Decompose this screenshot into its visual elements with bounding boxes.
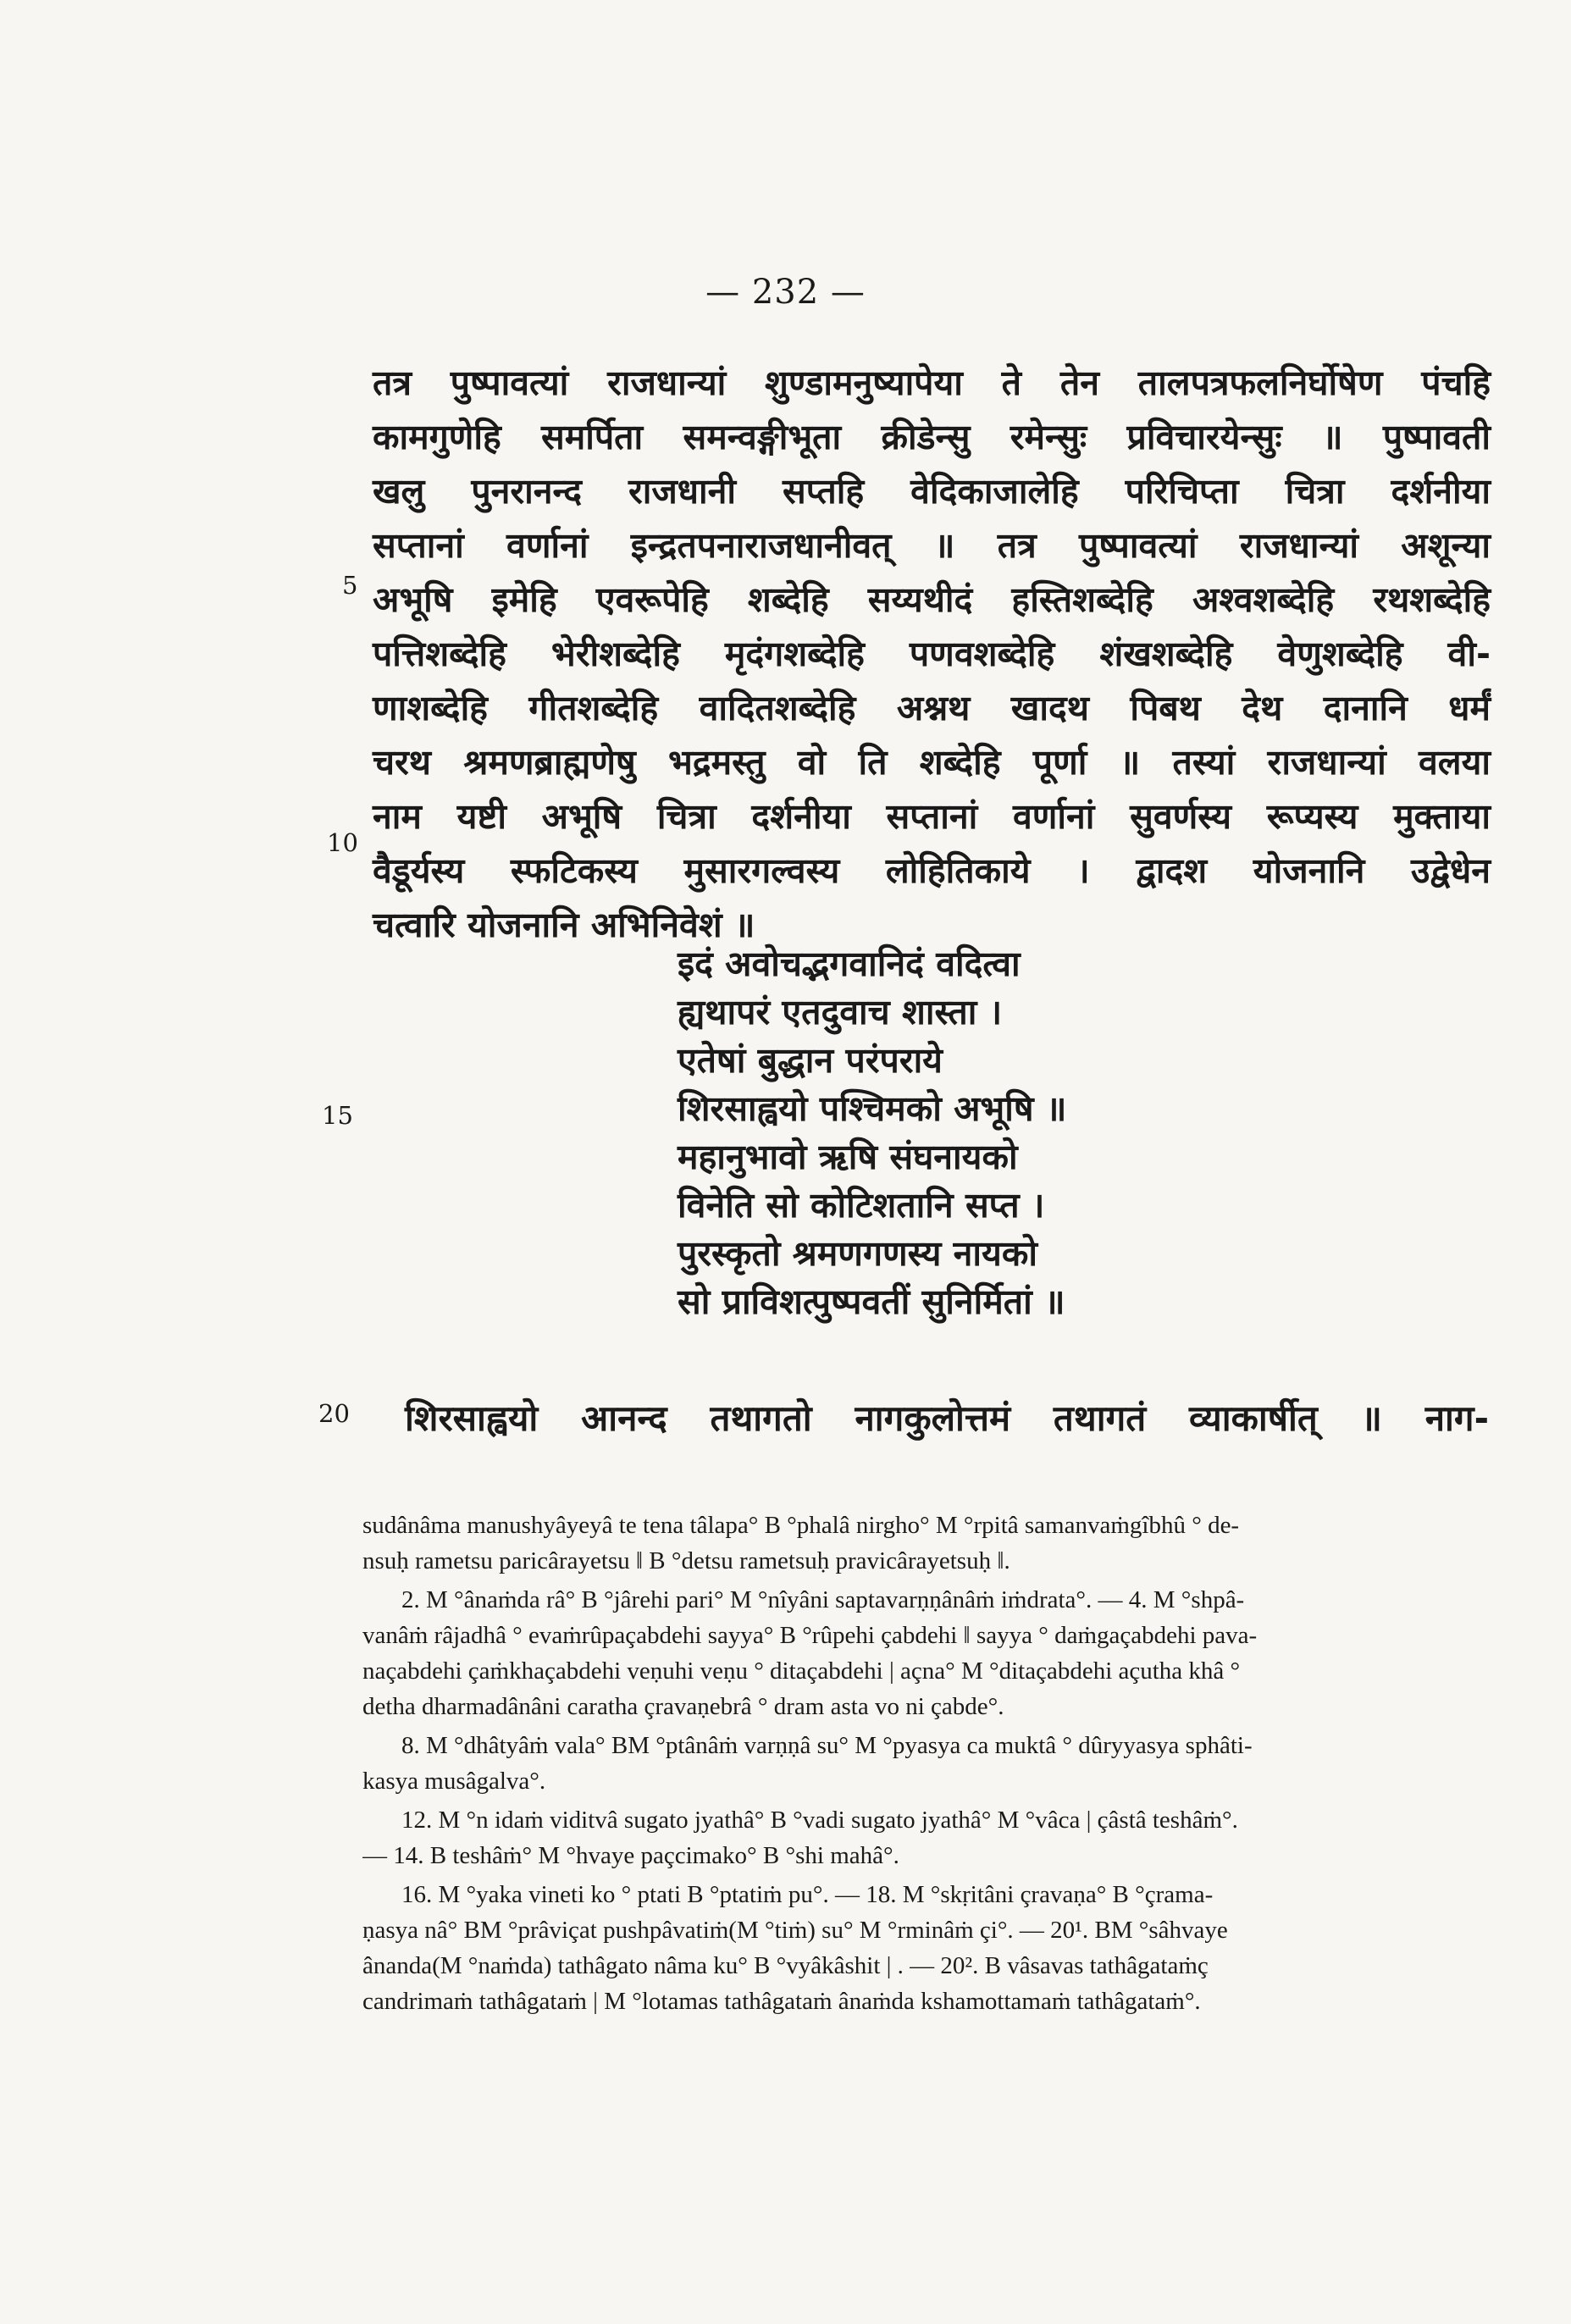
footnote-line: — 14. B teshâṁ° M °hvaye paçcimako° B °shi mahâ°.	[362, 1842, 899, 1869]
prose-line: अभूषि इमेहि एवरूपेहि शब्देहि सय्यथीदं हस्तिशब्देहि अश्वशब्देहि रथशब्देहि	[373, 579, 1491, 620]
prose-line: पत्तिशब्देहि भेरीशब्देहि मृदंगशब्देहि पणवशब्देहि शंखशब्देहि वेणुशब्देहि वी-	[373, 634, 1491, 674]
prose-line: चत्वारि योजनानि अभिनिवेशं ॥	[373, 905, 755, 945]
closing-prose-line: शिरसाह्वयो आनन्द तथागतो नागकुलोत्तमं तथागतं व्याकार्षीत् ॥ नाग-	[405, 1397, 1489, 1439]
footnote-line: nsuḥ rametsu paricârayetsu ‖ B °detsu rametsuḥ pravicârayetsuḥ ‖.	[362, 1547, 1010, 1574]
footnote-line: 8. M °dhâtyâṁ vala° BM °ptânâṁ varṇṇâ su° M °pyasya ca muktâ ° dûryyasya sphâti-	[401, 1732, 1253, 1759]
footnote-line: candrimaṁ tathâgataṁ | M °lotamas tathâgataṁ ânaṁda kshamottamaṁ tathâgataṁ°.	[362, 1988, 1201, 2015]
prose-line: नाम यष्टी अभूषि चित्रा दर्शनीया सप्तानां वर्णानां सुवर्णस्य रूप्यस्य मुक्ताया	[373, 796, 1491, 837]
line-number-15: 15	[322, 1101, 353, 1130]
verse-line: ह्यथापरं एतदुवाच शास्ता ।	[678, 992, 1003, 1032]
page-number: — 232 —	[705, 273, 866, 312]
verse-line: महानुभावो ऋषि संघनायको	[678, 1137, 1018, 1177]
footnote-line: 2. M °ânaṁda râ° B °jârehi pari° M °nîyâni saptavarṇṇânâṁ iṁdrata°. — 4. M °shpâ-	[401, 1586, 1245, 1613]
footnote-line: sudânâma manushyâyeyâ te tena tâlapa° B °phalâ nirgho° M °rpitâ samanvaṁgîbhû ° de-	[362, 1512, 1240, 1539]
prose-line: णाशब्देहि गीतशब्देहि वादितशब्देहि अश्नथ खादथ पिबथ देथ दानानि धर्मं	[373, 688, 1491, 728]
footnote	[362, 1877, 1463, 2019]
prose-paragraph	[373, 356, 1491, 952]
verse-line: सो प्राविशत्पुष्पवतीं सुनिर्मितां ॥	[678, 1281, 1065, 1322]
prose-line: सप्तानां वर्णानां इन्द्रतपनाराजधानीवत् ॥ तत्र पुष्पावत्यां राजधान्यां अशून्या	[373, 525, 1491, 566]
prose-line: चरथ श्रमणब्राह्मणेषु भद्रमस्तु वो ति शब्देहि पूर्णा ॥ तस्यां राजधान्यां वलया	[373, 742, 1491, 783]
line-number-5: 5	[342, 571, 358, 600]
footnote	[362, 1728, 1463, 1799]
footnote-line: 12. M °n idaṁ viditvâ sugato jyathâ° B °vadi sugato jyathâ° M °vâca | çâstâ teshâṁ°.	[401, 1807, 1238, 1834]
footnote-line: naçabdehi çaṁkhaçabdehi veṇuhi veṇu ° ditaçabdehi | açna° M °ditaçabdehi açutha khâ °	[362, 1657, 1241, 1685]
verse-line: एतेषां बुद्धान परंपराये	[678, 1040, 943, 1081]
footnote-line: 16. M °yaka vineti ko ° ptati B °ptatiṁ pu°. — 18. M °skṛitâni çravaṇa° B °çrama-	[401, 1881, 1214, 1908]
verse-line: इदं अवोचद्भगवानिदं वदित्वा	[678, 943, 1021, 984]
verse-block	[678, 940, 1270, 1326]
line-number-10: 10	[327, 828, 358, 857]
footnote	[362, 1802, 1463, 1873]
footnote-line: detha dharmadânâni caratha çravaṇebrâ ° dram asta vo ni çabde°.	[362, 1693, 1004, 1720]
footnote	[362, 1582, 1463, 1724]
prose-line: खलु पुनरानन्द राजधानी सप्तहि वेदिकाजालेहि परिचिप्ता चित्रा दर्शनीया	[373, 471, 1491, 512]
verse-line: पुरस्कृतो श्रमणगणस्य नायको	[678, 1233, 1037, 1274]
footnote-line: ṇasya nâ° BM °prâviçat pushpâvatiṁ(M °tiṁ) su° M °rminâṁ çi°. — 20¹. BM °sâhvaye	[362, 1917, 1228, 1944]
prose-line: वैडूर्यस्य स्फटिकस्य मुसारगल्वस्य लोहितिकाये । द्वादश योजनानि उद्वेधेन	[373, 850, 1491, 891]
line-number-20: 20	[318, 1399, 350, 1428]
prose-line: तत्र पुष्पावत्यां राजधान्यां शुण्डामनुष्यापेया ते तेन तालपत्रफलनिर्घोषेण पंचहि	[373, 362, 1491, 403]
verse-line: विनेति सो कोटिशतानि सप्त ।	[678, 1185, 1045, 1226]
footnote-line: ânanda(M °naṁda) tathâgato nâma ku° B °vyâkâshit | . — 20². B vâsavas tathâgataṁç	[362, 1952, 1209, 1979]
footnote-line: vanâṁ râjadhâ ° evaṁrûpaçabdehi sayya° B °rûpehi çabdehi ‖ sayya ° daṁgaçabdehi pava-	[362, 1622, 1258, 1649]
footnotes	[362, 1508, 1463, 2022]
prose-line: कामगुणेहि समर्पिता समन्वङ्गीभूता क्रीडेन्सु रमेन्सुः प्रविचारयेन्सुः ॥ पुष्पावती	[373, 417, 1491, 457]
footnote	[362, 1508, 1463, 1579]
verse-line: शिरसाह्वयो पश्चिमको अभूषि ॥	[678, 1088, 1067, 1129]
footnote-line: kasya musâgalva°.	[362, 1768, 546, 1795]
